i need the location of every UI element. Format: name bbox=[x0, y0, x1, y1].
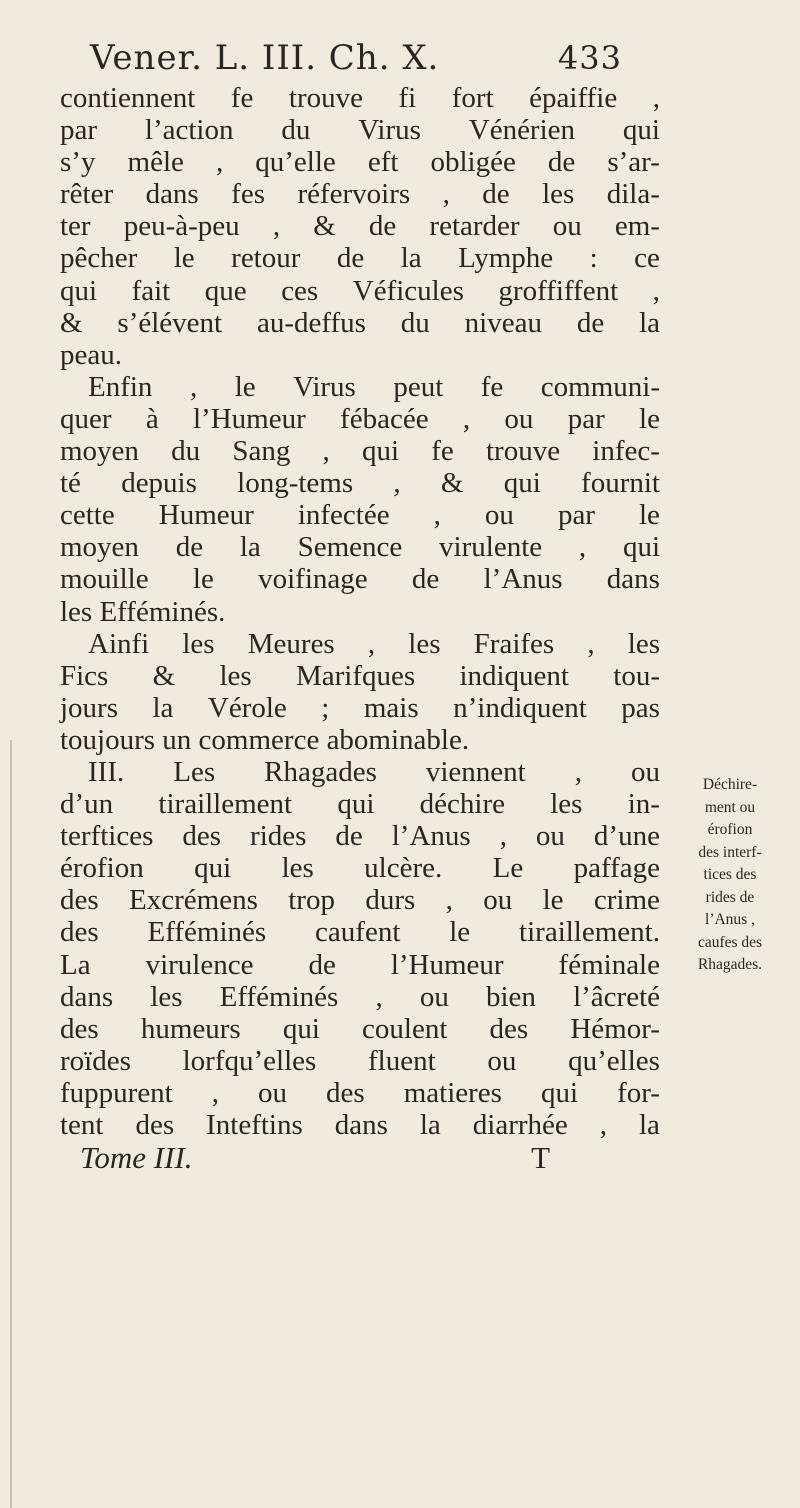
text-line: érofion qui les ulcère. Le paffage bbox=[60, 852, 660, 885]
signature-mark: T bbox=[531, 1140, 550, 1175]
text-line: s’y mêle , qu’elle eft obligée de s’ar- bbox=[60, 146, 660, 179]
page-number: 433 bbox=[557, 39, 622, 77]
margin-note-line: l’Anus , bbox=[705, 911, 755, 928]
margin-note-line: Déchire- bbox=[702, 776, 758, 793]
text-line: cette Humeur infectée , ou par le bbox=[60, 499, 660, 532]
text-line: Enfin , le Virus peut fe communi- bbox=[88, 370, 660, 403]
margin-note-line: ment ou bbox=[704, 798, 756, 816]
text-line: des Excrémens trop durs , ou le crime bbox=[60, 884, 660, 917]
text-line: les Efféminés. bbox=[60, 595, 226, 628]
margin-note-line: tices des bbox=[703, 866, 757, 883]
gutter-shadow bbox=[10, 740, 12, 1508]
text-line: rêter dans fes réfervoirs , de les dila- bbox=[60, 178, 660, 211]
text-line: dans les Efféminés , ou bien l’âcreté bbox=[60, 980, 660, 1013]
text-line: moyen du Sang , qui fe trouve infec- bbox=[60, 435, 660, 468]
text-line: toujours un commerce abominable. bbox=[60, 723, 470, 756]
text-line: peau. bbox=[60, 338, 122, 371]
margin-note-line: caufes des bbox=[697, 933, 763, 951]
text-line: par l’action du Virus Vénérien qui bbox=[60, 114, 660, 147]
text-line: contiennent fe trouve fi fort épaiffie , bbox=[60, 82, 660, 114]
text-line: mouille le voifinage de l’Anus dans bbox=[60, 563, 660, 596]
text-line: & s’élévent au-deffus du niveau de la bbox=[60, 306, 660, 339]
margin-note-line: érofion bbox=[707, 821, 753, 838]
text-line: fuppurent , ou des matieres qui for- bbox=[60, 1076, 660, 1109]
running-title: Vener. L. III. Ch. X. bbox=[90, 38, 440, 78]
margin-note bbox=[662, 774, 798, 977]
text-line: III. Les Rhagades viennent , ou bbox=[88, 755, 660, 788]
text-line: d’un tiraillement qui déchire les in- bbox=[60, 788, 660, 821]
margin-note-line: rides de bbox=[705, 888, 755, 906]
text-line: Fics & les Marifques indiquent tou- bbox=[60, 659, 660, 692]
text-line: pêcher le retour de la Lymphe : ce bbox=[60, 242, 660, 275]
volume-label: Tome III. bbox=[80, 1140, 193, 1175]
page-footer bbox=[80, 1140, 550, 1176]
text-line: quer à l’Humeur fébacée , ou par le bbox=[60, 402, 660, 435]
text-line: qui fait que ces Véficules groffiffent , bbox=[60, 274, 660, 307]
margin-note-line: des interf- bbox=[698, 843, 762, 861]
text-line: La virulence de l’Humeur féminale bbox=[60, 948, 660, 981]
text-line: tent des Inteftins dans la diarrhée , la bbox=[60, 1109, 660, 1141]
text-line: des humeurs qui coulent des Hémor- bbox=[60, 1012, 660, 1045]
text-line: Ainfi les Meures , les Fraifes , les bbox=[88, 627, 660, 660]
body-text bbox=[60, 82, 660, 1141]
text-line: jours la Vérole ; mais n’indiquent pas bbox=[60, 691, 660, 724]
text-line: té depuis long-tems , & qui fournit bbox=[60, 467, 660, 500]
margin-note-line: Rhagades. bbox=[697, 956, 763, 973]
text-line: moyen de la Semence virulente , qui bbox=[60, 531, 660, 564]
text-line: terftices des rides de l’Anus , ou d’une bbox=[60, 820, 660, 853]
text-line: ter peu-à-peu , & de retarder ou em- bbox=[60, 210, 660, 243]
text-line: des Efféminés caufent le tiraillement. bbox=[60, 916, 660, 949]
text-line: roïdes lorfqu’elles fluent ou qu’elles bbox=[60, 1044, 660, 1077]
running-header bbox=[90, 38, 630, 78]
